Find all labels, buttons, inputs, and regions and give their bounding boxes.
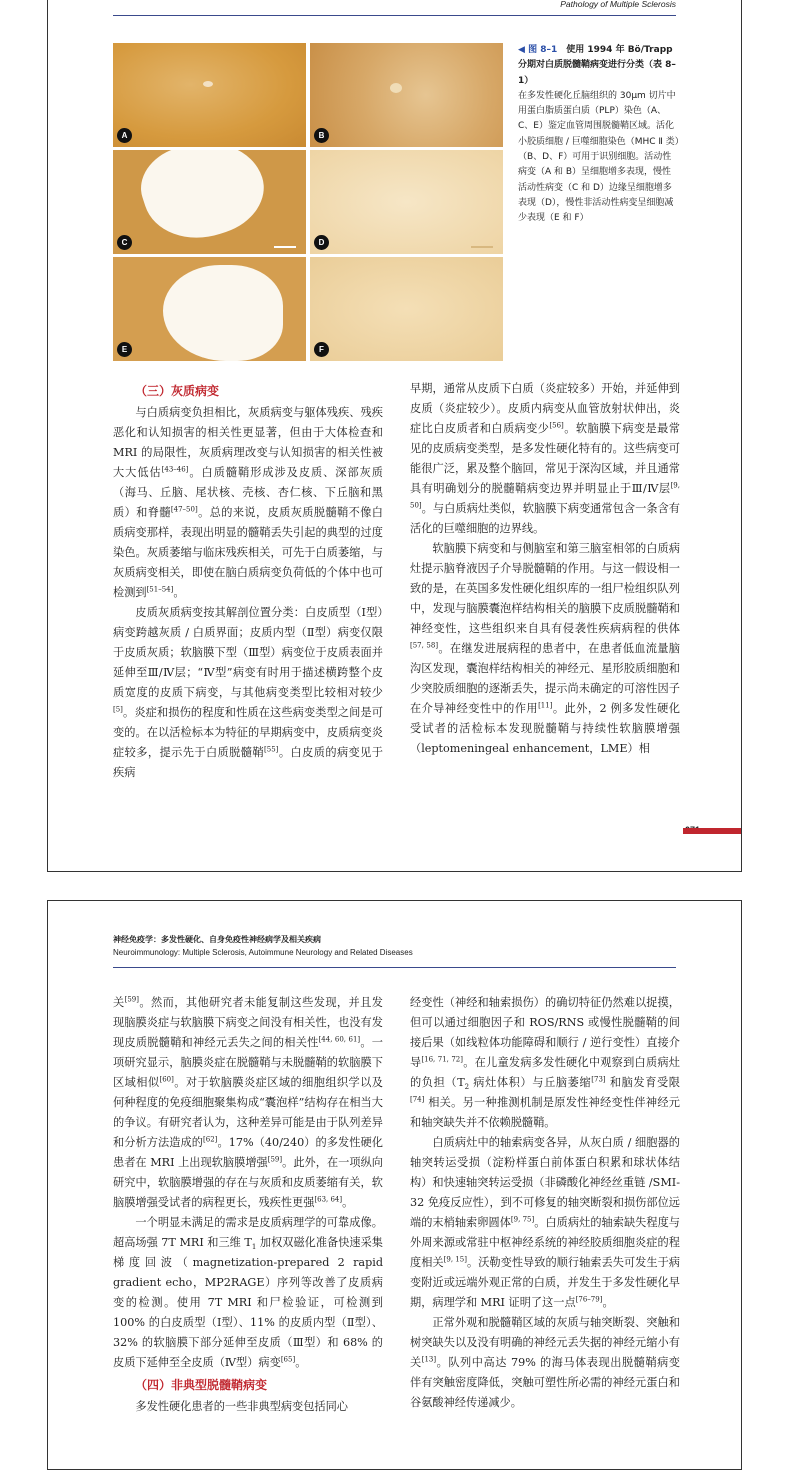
citation: [62] [203, 1135, 218, 1144]
panel-label: B [314, 128, 329, 143]
figure-panel-c [113, 150, 306, 254]
citation: [51–54] [146, 585, 174, 594]
paragraph: 一个明显未满足的需求是皮质病理学的可靠成像。超高场强 7T MRI 和三维 $T_1$ 加权双磁化准备快速采集梯度回波（magnetization-prepared 2 rapid gradient echo，MP2RAGE）序列等改善了皮质病变的检测。使用 7T MRI 和尸检验证，可检测到 100% 的白皮质型（Ⅰ型）、11% 的皮质内型（Ⅱ型）、32% 的软脑膜下部分延伸至皮质（Ⅲ型）和 68% 的皮质下延伸至全皮质（Ⅳ型）病变[65]。 [113, 1216, 383, 1369]
demyelinated-lesion [131, 150, 274, 253]
page-071 [47, 0, 742, 872]
panel-label: E [117, 342, 132, 357]
figure-panel-d [310, 150, 503, 254]
figure-panel-b [310, 43, 503, 147]
left-column [113, 993, 383, 1417]
citation: [55] [264, 745, 279, 754]
figure-8-1-photo-grid [113, 43, 503, 361]
section-heading: （三）灰质病变 [135, 384, 220, 398]
panel-label: C [117, 235, 132, 250]
citation: [43–46] [161, 465, 189, 474]
page-number-bar [683, 828, 741, 834]
citation: [16, 71, 72] [421, 1055, 463, 1064]
citation: [65] [280, 1355, 296, 1364]
right-column [410, 379, 680, 759]
scale-bar [471, 246, 493, 248]
paragraph: 经变性（神经和轴索损伤）的确切特征仍然难以捉摸，但可以通过细胞因子和 ROS/RNS 或慢性脱髓鞘的间接后果（如线粒体功能障碍和顺行 / 逆行变性）直接介导[16, 71, 72]。在儿童发病多发性硬化中观察到白质病灶的负担（$T_2$ 病灶体积）与丘脑萎缩[73] 和脑发育受限[74] 相关。另一种推测机制是原发性神经变性伴神经元和轴突缺失并不依赖脱髓鞘。 [410, 996, 680, 1129]
paragraph: 软脑膜下病变和与侧脑室和第三脑室相邻的白质病灶提示脑脊液因子介导脱髓鞘的作用。与这一假设相一致的是，在英国多发性硬化组织库的一组尸检组织队列中，发现与脑膜囊泡样结构相关的脑膜下皮质脱髓鞘和神经变性，这些组织来自具有侵袭性疾病病程的供体[57, 58]。在继发进展病程的患者中，在患者低血流量脑沟区发现，囊泡样结构相关的神经元、星形胶质细胞和少突胶质细胞的逐渐丢失，提示尚未确定的可溶性因子在介导神经变性中的作用[11]。此外，2 例多发性硬化受试者的活检标本发现脱髓鞘与持续性软脑膜增强（leptomeningeal enhancement，LME）相 [410, 542, 680, 755]
citation: [9, 15] [443, 1255, 467, 1264]
section-heading: （四）非典型脱髓鞘病变 [135, 1378, 268, 1392]
citation: [11] [538, 701, 553, 710]
page-072 [47, 900, 742, 1470]
figure-caption [518, 43, 680, 227]
panel-label: F [314, 342, 329, 357]
citation: [60] [159, 1075, 174, 1084]
citation: [63, 64] [314, 1195, 343, 1204]
citation: [13] [421, 1355, 437, 1364]
citation: [76–79] [575, 1295, 603, 1304]
citation: [57, 58] [410, 641, 439, 650]
running-header-cn: 神经免疫学：多发性硬化、自身免疫性神经病学及相关疾病 [113, 935, 321, 944]
citation: [74] [410, 1095, 425, 1104]
citation: [5] [113, 705, 123, 714]
citation: [73] [591, 1075, 606, 1084]
figure-panel-f [310, 257, 503, 361]
citation: [44, 60, 61] [318, 1035, 361, 1044]
running-header-en: Neuroimmunology: Multiple Sclerosis, Autoimmune Neurology and Related Diseases [113, 948, 413, 957]
tissue-vessel [390, 83, 402, 93]
caption-body: 在多发性硬化丘脑组织的 30μm 切片中用蛋白脂质蛋白质（PLP）染色（A、C、E）鉴定血管周围脱髓鞘区域。活化小胶质细胞 / 巨噬细胞染色（MHC Ⅱ 类）（B、D、F）可用于识别细胞。活动性病变（A 和 B）呈细胞增多表现，慢性活动性病变（C 和 D）边缘呈细胞增多表现（D），慢性非活动性病变呈细胞减少表现（E 和 F） [518, 90, 680, 224]
citation: [9, 50] [410, 481, 680, 510]
figure-panel-a [113, 43, 306, 147]
panel-label: A [117, 128, 132, 143]
running-header-en: Pathology of Multiple Sclerosis [113, 0, 676, 16]
paragraph: 多发性硬化患者的一些非典型病变包括同心 [135, 1400, 348, 1413]
paragraph: 白质病灶中的轴索病变各异，从灰白质 / 细胞器的轴突转运受损（淀粉样蛋白前体蛋白积累和球状体结构）和快速轴突转运受损（非磷酸化神经丝重链 /SMI-32 免疫反应性），到不可修复的轴突断裂和损伤部位远端的末梢轴索卵圆体[9, 75]。白质病灶的轴索缺失程度与外周来源或常驻中枢神经系统的神经胶质细胞炎症的程度相关[9, 15]。沃勒变性导致的顺行轴索丢失可发生于病变附近或远端外观正常的白质，并发生于多发性硬化早期，病理学和 MRI 证明了这一点[76–79]。 [410, 1136, 680, 1309]
citation: [59] [124, 995, 139, 1004]
left-column [113, 379, 383, 783]
caption-arrow-icon: ◀ [518, 45, 525, 55]
paragraph: 与白质病变负担相比，灰质病变与躯体残疾、残疾恶化和认知损害的相关性更显著，但由于大体检查和 MRI 的局限性，灰质病理改变与认知损害的相关性被大大低估[43–46]。白质髓鞘形成涉及皮质、深部灰质（海马、丘脑、尾状核、壳核、杏仁核、下丘脑和黑质）和脊髓[47–50]。总的来说，皮质灰质脱髓鞘不像白质病变那样，表现出明显的髓鞘丢失引起的典型的过度染色。灰质萎缩与临床残疾相关，可先于白质萎缩，与灰质病变相关，即使在脑白质病变负荷低的个体中也可检测到[51–54]。 [113, 406, 383, 599]
citation: [59] [267, 1155, 283, 1164]
demyelinated-lesion [163, 265, 283, 361]
panel-label: D [314, 235, 329, 250]
right-column [410, 993, 680, 1413]
citation: [56] [549, 421, 564, 430]
citation: [9, 75] [510, 1215, 535, 1224]
citation: [47–50] [170, 505, 198, 514]
paragraph: 早期，通常从皮质下白质（炎症较多）开始，并延伸到皮质（炎症较少）。皮质内病变从血管放射状伸出，炎症比白皮质者和白质病变少[56]。软脑膜下病变是最常见的皮质病变类型，是多发性硬化特有的。这些病变可能很广泛，累及整个脑回，常见于深沟区域，并且通常具有明确划分的脱髓鞘病变边界并明显止于Ⅲ/Ⅳ层[9, 50]。与白质病灶类似，软脑膜下病变通常包含一条含有活化的巨噬细胞的边界线。 [410, 382, 680, 535]
caption-title: ◀ 图 8–1 使用 1994 年 Bö/Trapp 分期对白质脱髓鞘病变进行分类（表 8–1） [518, 45, 676, 86]
tissue-vessel [203, 81, 213, 87]
scale-bar [274, 246, 296, 248]
paragraph: 关[59]。然而，其他研究者未能复制这些发现，并且发现脑膜炎症与软脑膜下病变之间没有相关性，也没有发现皮质脱髓鞘和神经元丢失之间的相关性[44, 60, 61]。一项研究显示，脑膜炎症在脱髓鞘与未脱髓鞘的软脑膜下区域相似[60]。对于软脑膜炎症区域的细胞组织学以及何种程度的免疫细胞聚集构成“囊泡样”结构存在相当大的争议。有研究者认为，这种差异可能是由于队列差异和分析方法造成的[62]。17%（40/240）的多发性硬化患者在 MRI 上出现软脑膜增强[59]。此外，在一项纵向研究中，软脑膜增强的存在与灰质和皮质萎缩有关，软脑膜增强受试者的病程更长，残疾性更强[63, 64]。 [113, 995, 383, 1209]
paragraph: 皮质灰质病变按其解剖位置分类：白皮质型（Ⅰ型）病变跨越灰质 / 白质界面；皮质内型（Ⅱ型）病变仅限于皮质灰质；软脑膜下型（Ⅲ型）病变位于皮质表面并延伸至Ⅲ/Ⅳ层；“Ⅳ型”病变有时用于描述横跨整个皮质宽度的皮质下病变，与其他病变类型比较相对较少[5]。炎症和损伤的程度和性质在这些病变类型之间是可变的。在以活检标本为特征的早期病变中，皮质病变炎症较多，提示先于白质脱髓鞘[55]。白皮质的病变见于疾病 [113, 606, 383, 779]
figure-panel-e [113, 257, 306, 361]
paragraph: 正常外观和脱髓鞘区域的灰质与轴突断裂、突触和树突缺失以及没有明确的神经元丢失据的神经元缩小有关[13]。队列中高达 79% 的海马体表现出脱髓鞘病变伴有突触密度降低，突触可塑性所必需的神经元蛋白和谷氨酸神经传递减少。 [410, 1316, 680, 1409]
running-header [113, 933, 676, 968]
